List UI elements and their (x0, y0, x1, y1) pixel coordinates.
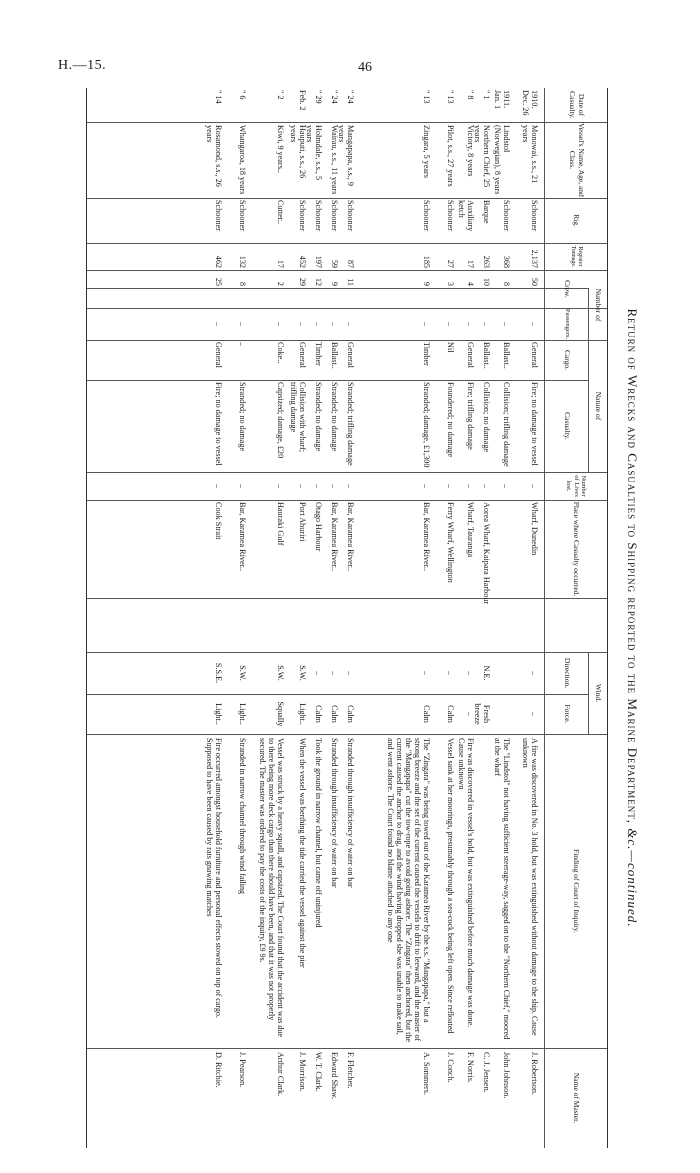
cell-master: Edward Shaw. (330, 1052, 339, 1100)
cell-passengers: .. (276, 321, 285, 327)
cell-casualty: Collision with wharf; trifling damage (288, 382, 307, 453)
cell-lives: .. (330, 483, 339, 489)
cell-place: Bar, Karamea River.. (330, 502, 339, 572)
cell-finding: Stranded in narrow channel through wind failing (238, 738, 247, 894)
header-cargo: Cargo. (563, 349, 573, 371)
cell-date: " 24 (346, 90, 355, 104)
cell-casualty: Stranded; no damage (314, 382, 323, 452)
cell-lives: .. (502, 483, 511, 489)
cell-crew: 8 (502, 281, 511, 286)
cell-place: Cook Strait (214, 502, 223, 540)
cell-master: John Johnson. (502, 1052, 511, 1099)
cell-crew: 2 (276, 281, 285, 286)
cell-place: Bar, Karamea River.. (238, 502, 247, 572)
cell-passengers: .. (482, 321, 491, 327)
cell-force: Calm (330, 705, 339, 723)
cell-cargo: Coke.. (276, 342, 285, 364)
cell-master: J. Pearson. (238, 1052, 247, 1088)
cell-casualty: Stranded; no damage (330, 382, 339, 452)
cell-place: Otago Harbour (314, 502, 323, 552)
cell-rig: Schooner (446, 200, 455, 231)
cell-finding: Took the ground in narrow channel, but came off uninjured (314, 738, 323, 928)
cell-casualty: Fire; no damage to vessel (214, 382, 223, 466)
section-code: H.—15. (58, 58, 107, 73)
cell-direction: .. (422, 670, 431, 676)
cell-passengers: .. (238, 321, 247, 327)
cell-casualty: Stranded; damage, £1,300 (422, 382, 431, 468)
cell-cargo: General (298, 342, 307, 368)
cell-lives: .. (482, 483, 491, 489)
cell-tonnage: 462 (214, 255, 223, 268)
cell-passengers: .. (466, 321, 475, 327)
cell-tonnage: 368 (502, 255, 511, 268)
cell-lives: .. (422, 483, 431, 489)
cell-vessel: Mangapapa, s.s., 9 years (336, 125, 355, 186)
cell-force: Calm (446, 705, 455, 723)
cell-direction: .. (466, 670, 475, 676)
header-vessel: Vessel's Name, Age, and Class. (568, 123, 586, 197)
cell-vessel: Hauputi, s.s., 26 years (288, 125, 307, 179)
header-crew: Crew. (563, 280, 573, 298)
cell-crew: 4 (466, 281, 475, 286)
cell-force: Light.. (214, 703, 223, 725)
cell-casualty: Stranded; trifling damage (346, 382, 355, 466)
cell-passengers: .. (330, 321, 339, 327)
cell-master: A. Sommers. (422, 1052, 431, 1095)
cell-tonnage: 132 (238, 255, 247, 268)
cell-master: C. J. Jensen. (482, 1052, 491, 1093)
header-rig: Rig. (572, 214, 582, 227)
cell-crew: 3 (446, 281, 455, 286)
cell-vessel: Wairau, s.s., 11 years (330, 125, 339, 195)
cell-lives: .. (466, 483, 475, 489)
cell-direction: .. (314, 670, 323, 676)
cell-place: Bar, Karamea River.. (422, 502, 431, 572)
cell-rig: Schooner (530, 200, 539, 231)
cell-cargo: Timber (314, 342, 323, 366)
cell-casualty: Collision; no damage (482, 382, 491, 453)
cell-direction: S.W. (298, 665, 307, 681)
cell-force: Squally (276, 701, 285, 727)
cell-lives: .. (346, 483, 355, 489)
cell-cargo: Timber (422, 342, 431, 366)
cell-master: J. Morrison. (298, 1052, 307, 1092)
header-direction: Direction. (563, 657, 573, 689)
cell-cargo: Ballast.. (502, 342, 511, 369)
cell-finding: Fire occurred amongst household furniture and personal effects stowed on top of cargo. Supposed to have been caused by rats gnawing matches (204, 738, 223, 1018)
cell-force: .. (466, 711, 475, 717)
cell-direction: S.W. (238, 665, 247, 681)
cell-date: " 24 (330, 90, 339, 104)
cell-vessel: Lindstol (Norwegian), 8 years (492, 125, 511, 195)
cell-finding: When the vessel was berthing the tide carried the vessel against the pier (298, 738, 307, 968)
cell-direction: .. (446, 670, 455, 676)
cell-rig: Schooner (346, 200, 355, 231)
cell-finding: The "Zingara" was being towed out of the Karamea River by the s.s. "Mangapapa," but a strong breeze and the set of the current caused the vessels to drift to leeward, and the master of the "Mangapapa" cut the tow-rope to avoid going ashore. The "Zingara" then anchored, but the current caused the anchor to drag, and the wind having dropped she was unable to make sail, and went ashore. The Court found no blame attached to any one (385, 738, 431, 1042)
cell-rig: Schooner (214, 200, 223, 231)
cell-tonnage: 197 (314, 255, 323, 268)
header-wind: Wind. (594, 683, 604, 703)
cell-place: Bar, Karamea River.. (346, 502, 355, 572)
cell-direction: S.W. (276, 665, 285, 681)
cell-passengers: .. (346, 321, 355, 327)
cell-place: Ferry Wharf, Wellington (446, 502, 455, 583)
cell-date: " 14 (214, 90, 223, 104)
cell-direction: .. (346, 670, 355, 676)
cell-tonnage: 59 (330, 259, 339, 268)
cell-casualty: Fire; no damage to vessel (530, 382, 539, 466)
cell-vessel: Pilot, s.s., 27 years (446, 125, 455, 187)
header-date: Date of Casualty. (568, 91, 586, 119)
cell-force: Calm (346, 705, 355, 723)
cell-crew: 9 (422, 281, 431, 286)
header-tonnage: Register Tonnage. (570, 245, 583, 268)
cell-lives: .. (446, 483, 455, 489)
cell-passengers: .. (502, 321, 511, 327)
cell-crew: 12 (314, 277, 323, 286)
cell-tonnage: 17 (466, 259, 475, 268)
cell-date: " 29 (314, 90, 323, 104)
cell-crew: 11 (346, 278, 355, 286)
header-lives-lost: Number of Lives lost. (565, 475, 588, 497)
cell-crew: 29 (298, 277, 307, 286)
cell-force: Light.. (298, 703, 307, 725)
title-main: Return of Wrecks and Casualties to Shipping reported to the Marine Department, (625, 308, 640, 825)
header-force: Force. (563, 704, 573, 724)
returns-table (86, 88, 608, 1148)
cell-cargo: General (530, 342, 539, 368)
cell-date: " 8 (466, 90, 475, 100)
header-place: Place where Casualty occurred. (572, 501, 582, 597)
cell-rig: Schooner (314, 200, 323, 231)
cell-rig: Auxiliary ketch (456, 200, 475, 232)
cell-crew: 25 (214, 277, 223, 286)
header-master: Name of Master. (572, 1072, 582, 1124)
cell-crew: 9 (330, 281, 339, 286)
cell-date: " 13 (446, 90, 455, 104)
cell-finding: Vessel sank at her moorings, presumably through a sea-cock being left open. Since refloated (446, 738, 455, 1034)
cell-cargo: Ballast.. (482, 342, 491, 369)
cell-finding: The "Lindstol" not having sufficient steerage-way, sagged on to the "Northern Chief," moored at the wharf (492, 738, 511, 1040)
cell-lives: .. (276, 483, 285, 489)
cell-master: F. Norris. (466, 1052, 475, 1083)
header-passengers: Passengers. (563, 308, 571, 340)
header-number-of: Number of (594, 288, 604, 322)
cell-cargo: General (466, 342, 475, 368)
cell-finding: A fire was discovered in No. 3 hold, but was extinguished without damage to the ship. Cause unknown (520, 738, 539, 1036)
cell-place: Hauraki Gulf (276, 502, 285, 546)
cell-place: Wharf, Dunedin (530, 502, 539, 556)
cell-rig: Schooner (298, 200, 307, 231)
cell-place: Wharf, Tauranga (466, 502, 475, 558)
cell-vessel: Victory, 8 years (466, 125, 475, 177)
cell-casualty: Stranded; no damage (238, 382, 247, 452)
cell-cargo: Ballast.. (330, 342, 339, 369)
cell-direction: .. (330, 670, 339, 676)
cell-vessel: Whangaroa, 18 years (238, 125, 247, 195)
cell-force: Calm (422, 705, 431, 723)
cell-cargo: General (214, 342, 223, 368)
cell-rig: Schooner (238, 200, 247, 231)
title-continued: &c.—continued. (625, 828, 640, 928)
cell-rig: Cutter.. (276, 200, 285, 225)
cell-passengers: .. (214, 321, 223, 327)
cell-finding: Fire was discovered in vessel's hold, but was extinguished before much damage was done. Cause unknown (456, 738, 475, 1028)
cell-rig: Barque (482, 200, 491, 224)
cell-crew: 50 (530, 277, 539, 286)
cell-rig: Schooner (422, 200, 431, 231)
cell-casualty: Capsized; damage, £20 (276, 382, 285, 459)
cell-cargo: General (346, 342, 355, 368)
cell-vessel: Monowai, s.s., 21 years (520, 125, 539, 184)
page-number: 46 (358, 60, 372, 75)
cell-vessel: Kiwi, 9 years.. (276, 125, 285, 173)
cell-date: Feb. 2 (298, 90, 307, 111)
header-nature-of: Nature of (594, 391, 604, 421)
cell-rig: Schooner (330, 200, 339, 231)
cell-master: J. Robertson. (530, 1052, 539, 1095)
cell-lives: .. (314, 483, 323, 489)
header-casualty: Casualty. (563, 412, 573, 440)
cell-master: W. T. Clark. (314, 1052, 323, 1092)
cell-cargo: .. (238, 342, 247, 347)
cell-finding: Stranded through insufficiency of water on bar (346, 738, 355, 888)
cell-vessel: Holmdale, s.s., 5 years (304, 125, 323, 181)
cell-date: " 1 (482, 90, 491, 100)
cell-master: F. Fletcher. (346, 1052, 355, 1089)
cell-force: Light.. (238, 703, 247, 725)
cell-vessel: Rosamond, s.s., 26 years (204, 125, 223, 187)
cell-tonnage: 17 (276, 259, 285, 268)
cell-tonnage: 2,137 (530, 249, 539, 268)
cell-lives: .. (214, 483, 223, 489)
cell-lives: .. (238, 483, 247, 489)
cell-tonnage: 452 (298, 255, 307, 268)
cell-date: 1910. Dec. 26 (520, 90, 539, 116)
cell-direction: S.S.E. (214, 662, 223, 684)
cell-vessel: Northern Chief, 25 years (472, 125, 491, 188)
cell-master: D. Ritchie. (214, 1052, 223, 1088)
header-finding: Finding of Court of Inquiry. (572, 849, 582, 933)
cell-tonnage: 185 (422, 255, 431, 268)
cell-crew: 10 (482, 277, 491, 286)
cell-direction: N.E. (482, 665, 491, 681)
cell-rig: Schooner (502, 200, 511, 231)
cell-passengers: .. (530, 321, 539, 327)
cell-force: .. (530, 711, 539, 717)
header-place-spacer (545, 598, 607, 652)
cell-passengers: .. (422, 321, 431, 327)
table-title (614, 88, 640, 1148)
cell-master: J. Conch. (446, 1052, 455, 1083)
cell-tonnage: 263 (482, 255, 491, 268)
cell-tonnage: 87 (346, 259, 355, 268)
cell-date: " 2 (276, 90, 285, 100)
cell-lives: .. (530, 483, 539, 489)
cell-date: 1911. Jan. 1 (492, 90, 511, 110)
cell-tonnage: 27 (446, 259, 455, 268)
cell-passengers: .. (298, 321, 307, 327)
cell-place: Aorea Wharf, Kaipara Harbour (482, 502, 491, 605)
cell-place: Port Ahuriri (298, 502, 307, 542)
cell-date: " 6 (238, 90, 247, 100)
cell-master: Arthur Clark. (276, 1052, 285, 1097)
cell-vessel: Zingara, 5 years (422, 125, 431, 178)
cell-force: Fresh breeze (472, 703, 491, 725)
cell-direction: .. (530, 670, 539, 676)
cell-cargo: Nil (446, 342, 455, 353)
cell-crew: 8 (238, 281, 247, 286)
cell-force: Calm (314, 705, 323, 723)
cell-passengers: .. (446, 321, 455, 327)
cell-finding: Vessel was struck by a heavy squall, and capsized. The Court found that the accident was due to there being more deck cargo than there should have been, and that it was not properly secured. The master was ordered to pay the costs of the inquiry, £9 9s. (257, 738, 285, 1037)
cell-lives: .. (298, 483, 307, 489)
cell-finding: Stranded through insufficiency of water on bar (330, 738, 339, 888)
cell-passengers: .. (314, 321, 323, 327)
rotated-table-page (80, 88, 640, 1148)
cell-casualty: Foundered; no damage (446, 382, 455, 458)
cell-casualty: Collision; trifling damage (502, 382, 511, 467)
cell-date: " 13 (422, 90, 431, 104)
cell-casualty: Fire; trifling damage (466, 382, 475, 450)
